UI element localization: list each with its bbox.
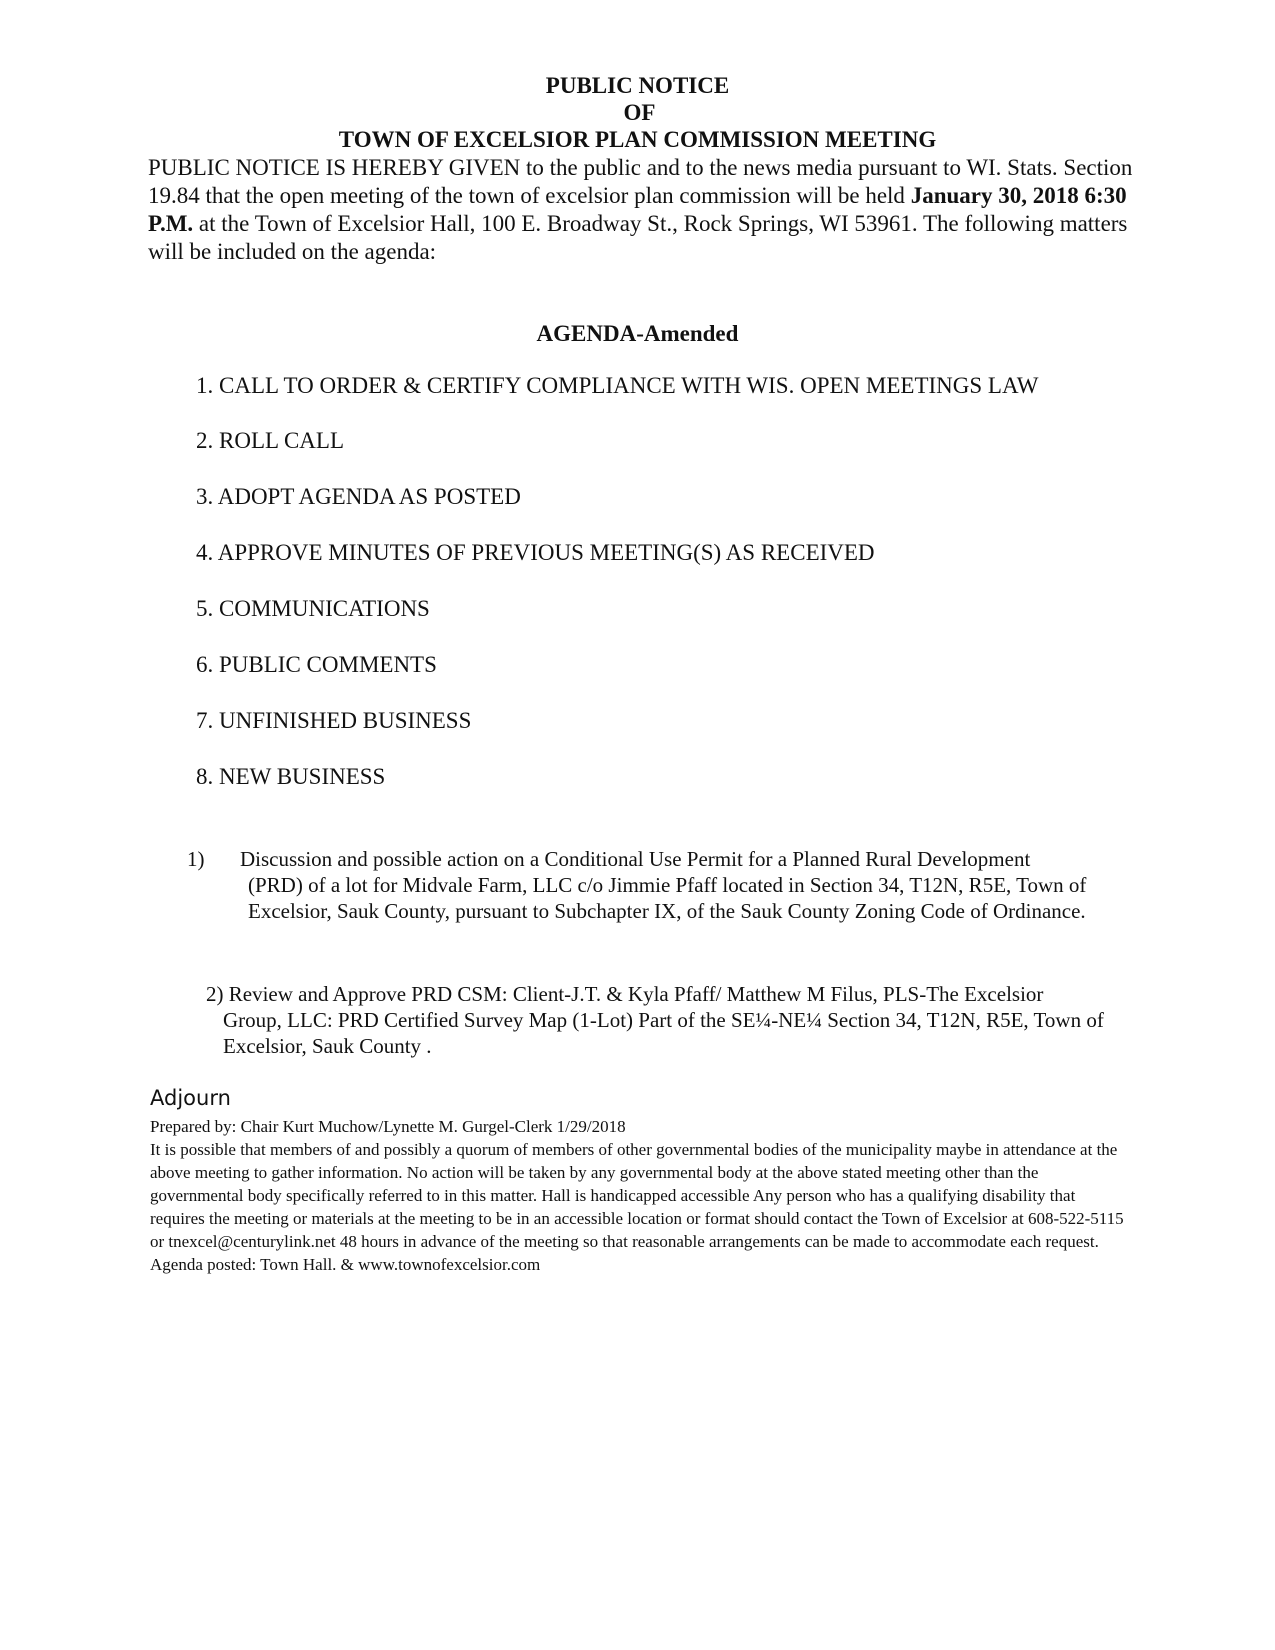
prepared-by: Prepared by: Chair Kurt Muchow/Lynette M. Gurgel-Clerk 1/29/2018 [150,1117,626,1136]
intro-text-before: PUBLIC NOTICE IS HEREBY GIVEN to the public and to the news media pursuant to WI. Stats. Section 19.84 that the open meeting of the town of excelsior plan commission will be held [148,155,1133,208]
notice-title-of: OF [623,100,656,125]
sub-item-text: (PRD) of a lot for Midvale Farm, LLC c/o Jimmie Pfaff located in Section 34, T12N, R5E, Town of Excelsior, Sauk County, pursuant to Subchapter IX, of the Sauk County Zoning Code of Ordinance. [248,873,1087,923]
sub-item-text: Group, LLC: PRD Certified Survey Map (1-Lot) Part of the SE¼-NE¼ Section 34, T12N, R5E, Town of Excelsior, Sauk County . [223,1008,1104,1058]
agenda-item: 3. ADOPT AGENDA AS POSTED [196,484,521,509]
sub-item-first-line: Discussion and possible action on a Conditional Use Permit for a Planned Rural Development [240,847,1031,871]
sub-item-first-line: 2) Review and Approve PRD CSM: Client-J.T. & Kyla Pfaff/ Matthew M Filus, PLS-The Excelsior [206,982,1044,1006]
meeting-date: January 30, 2018 6:30 P.M. [148,183,1127,236]
agenda-item: 7. UNFINISHED BUSINESS [196,708,472,733]
notice-subtitle: TOWN OF EXCELSIOR PLAN COMMISSION MEETING [338,127,937,152]
sub-item-number: 1) [187,847,205,871]
disclaimer-paragraph: It is possible that members of and possibly a quorum of members of other governmental bodies of the municipality maybe in attendance at the above meeting to gather information. No action will be taken by any governmental body at the above stated meeting other than the governmental body specifically referred to in this matter. Hall is handicapped accessible Any person who has a qualifying disability that requires the meeting or materials at the meeting to be in an accessible location or format should contact the Town of Excelsior at 608-522-5115 or tnexcel@centurylink.net 48 hours in advance of the meeting so that reasonable arrangements can be made to accommodate each request. Agenda posted: Town Hall. & www.townofexcelsior.com [150,1140,1124,1274]
agenda-item: 6. PUBLIC COMMENTS [196,652,437,677]
agenda-item: 8. NEW BUSINESS [196,764,386,789]
intro-paragraph [148,154,1138,266]
agenda-item: 2. ROLL CALL [196,428,344,453]
intro-text-after: at the Town of Excelsior Hall, 100 E. Broadway St., Rock Springs, WI 53961. The following matters will be included on the agenda: [148,211,1128,264]
agenda-item: 1. CALL TO ORDER & CERTIFY COMPLIANCE WITH WIS. OPEN MEETINGS LAW [196,373,1039,398]
agenda-title: AGENDA-Amended [536,321,739,346]
agenda-item: 5. COMMUNICATIONS [196,596,430,621]
new-business-sub-item-2 [206,981,1126,1059]
notice-title: PUBLIC NOTICE [545,73,730,98]
agenda-item: 4. APPROVE MINUTES OF PREVIOUS MEETING(S) AS RECEIVED [196,540,875,565]
adjourn-label: Adjourn [150,1086,231,1110]
